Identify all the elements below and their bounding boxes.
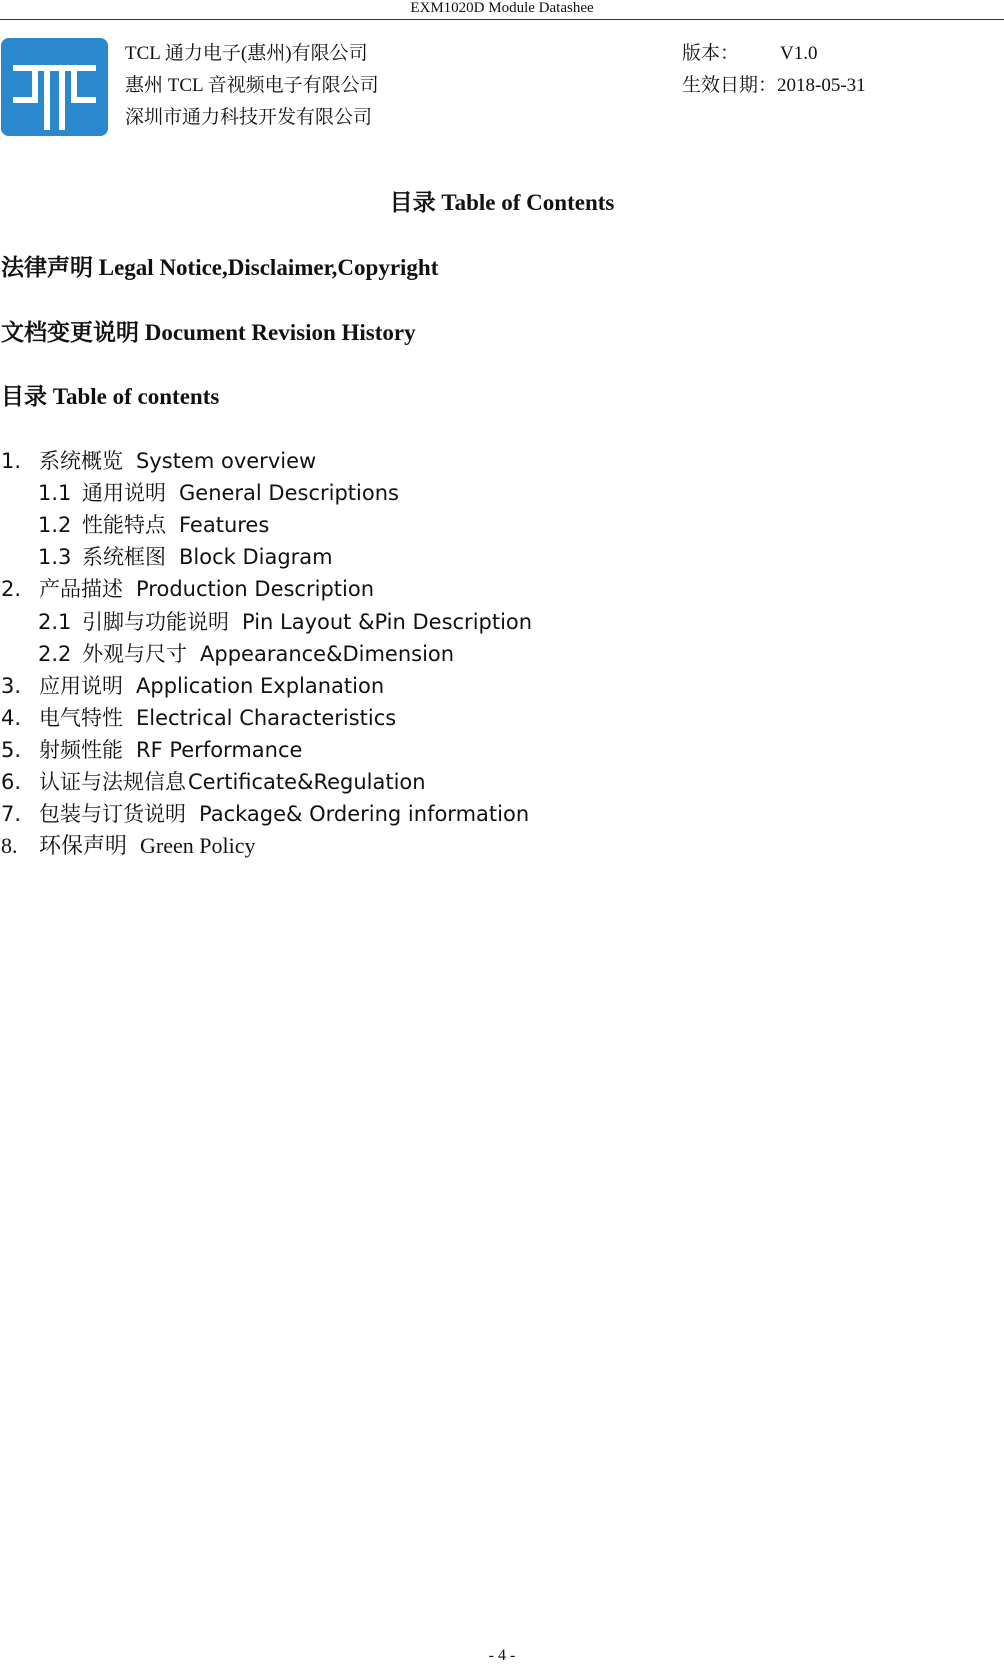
toc-title-cn: 通用说明 <box>82 481 166 505</box>
toc-entry[interactable] <box>1 702 396 734</box>
revision-history-heading: 文档变更说明 Document Revision History <box>1 320 416 345</box>
toc-number: 5. <box>1 738 22 762</box>
company-name: 深圳市通力科技开发有限公司 <box>125 107 373 128</box>
toc-title-en: General Descriptions <box>179 481 399 505</box>
toc-title-en: Green Policy <box>140 833 256 858</box>
toc-entry[interactable] <box>1 766 426 798</box>
toc-title-cn: 引脚与功能说明 <box>82 610 229 634</box>
toc-title-cn: 外观与尺寸 <box>82 642 187 666</box>
toc-title-cn: 电气特性 <box>39 706 123 730</box>
toc-number: 3. <box>1 674 22 698</box>
toc-title-en: Electrical Characteristics <box>136 706 397 730</box>
toc-number: 1.1 <box>38 481 72 505</box>
toc-title-en: Production Description <box>136 577 375 601</box>
toc-title-en: System overview <box>136 449 317 473</box>
toc-number: 1. <box>1 449 22 473</box>
toc-number: 2.1 <box>38 610 72 634</box>
toc-title-en: Pin Layout &Pin Description <box>242 610 533 634</box>
effective-date-value: 2018-05-31 <box>777 75 866 96</box>
toc-title-cn: 包装与订货说明 <box>39 802 186 826</box>
effective-date-label: 生效日期： <box>682 75 778 96</box>
toc-entry[interactable] <box>38 606 532 638</box>
toc-number: 6. <box>1 770 22 794</box>
toc-number: 1.3 <box>38 545 72 569</box>
version-label: 版本： <box>682 43 740 64</box>
page-number: - 4 - <box>488 1647 516 1664</box>
version-info <box>682 38 866 102</box>
tcl-logo <box>1 38 108 136</box>
toc-number: 7. <box>1 802 22 826</box>
toc-title-cn: 性能特点 <box>82 513 166 537</box>
toc-title-cn: 射频性能 <box>39 738 123 762</box>
toc-title-cn: 系统概览 <box>39 449 123 473</box>
toc-title-cn: 认证与法规信息 <box>39 770 186 794</box>
toc-entry[interactable] <box>1 798 529 830</box>
toc-entry[interactable] <box>1 573 374 605</box>
toc-number: 2.2 <box>38 642 72 666</box>
toc-title-en: Application Explanation <box>136 674 385 698</box>
toc-title-en: Appearance&Dimension <box>200 642 455 666</box>
toc-title-en: Features <box>179 513 270 537</box>
toc-entry[interactable] <box>1 670 384 702</box>
toc-heading: 目录 Table of contents <box>1 384 220 409</box>
toc-entry[interactable] <box>1 830 255 862</box>
toc-title-en: Package& Ordering information <box>199 802 530 826</box>
legal-notice-heading: 法律声明 Legal Notice,Disclaimer,Copyright <box>1 255 439 280</box>
t-logo-icon <box>1 38 108 136</box>
page-title: 目录 Table of Contents <box>389 190 615 215</box>
toc-number: 2. <box>1 577 22 601</box>
toc-number: 8. <box>1 833 18 858</box>
version-value: V1.0 <box>780 43 818 64</box>
toc-entry[interactable] <box>38 541 333 573</box>
toc-number: 4. <box>1 706 22 730</box>
running-header: EXM1020D Module Datashee <box>0 0 1004 20</box>
toc-title-cn: 产品描述 <box>39 577 123 601</box>
company-name: 惠州 TCL 音视频电子有限公司 <box>125 75 379 96</box>
toc-entry[interactable] <box>38 509 269 541</box>
toc-title-en: Block Diagram <box>179 545 333 569</box>
company-names <box>125 38 379 134</box>
toc-number: 1.2 <box>38 513 72 537</box>
toc-title-cn: 系统框图 <box>82 545 166 569</box>
company-name: TCL 通力电子(惠州)有限公司 <box>125 43 368 64</box>
toc-title-en: RF Performance <box>136 738 303 762</box>
toc-title-cn: 应用说明 <box>39 674 123 698</box>
toc-title-cn: 环保声明 <box>39 833 128 858</box>
toc-entry[interactable] <box>38 477 399 509</box>
toc-entry[interactable] <box>1 734 302 766</box>
toc-entry[interactable] <box>38 638 454 670</box>
toc-title-en: Certificate&Regulation <box>188 770 426 794</box>
toc-entry[interactable] <box>1 445 316 477</box>
